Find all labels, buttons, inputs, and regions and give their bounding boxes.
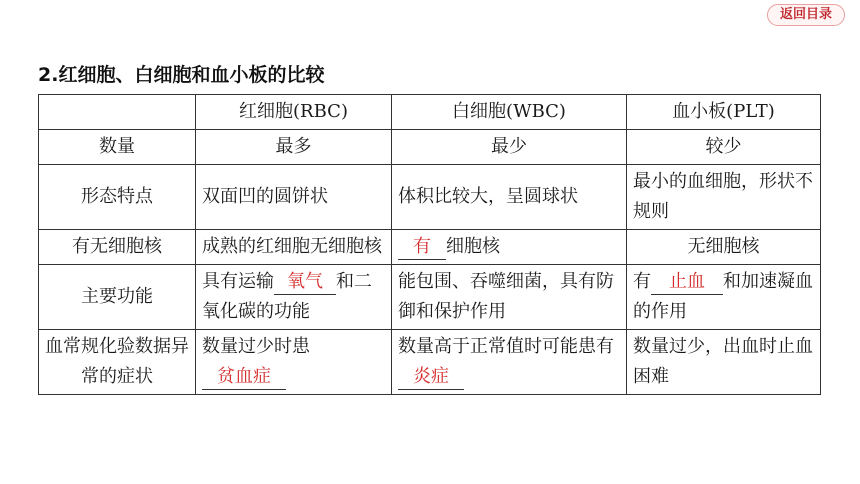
cell-plt-function-suffix: 和加速凝血的作用 bbox=[633, 271, 813, 322]
cell-wbc-abnormal-prefix: 数量高于正常值时可能患有 bbox=[398, 336, 614, 357]
cell-rbc-function-suffix: 和二氧化碳的功能 bbox=[202, 271, 372, 322]
cell-rbc-count: 最多 bbox=[196, 130, 392, 165]
table-row-shape bbox=[39, 165, 821, 230]
cell-rbc-abnormal bbox=[196, 330, 392, 395]
answer-blank-inflammation: 炎症 bbox=[398, 365, 464, 390]
cell-wbc-abnormal bbox=[392, 330, 627, 395]
answer-blank-anemia: 贫血症 bbox=[202, 365, 286, 390]
cell-plt-function bbox=[627, 265, 821, 330]
row-label-nucleus: 有无细胞核 bbox=[39, 230, 196, 265]
table-row-nucleus bbox=[39, 230, 821, 265]
header-empty bbox=[39, 95, 196, 130]
cell-wbc-nucleus-suffix: 细胞核 bbox=[446, 236, 500, 257]
cell-wbc-count: 最少 bbox=[392, 130, 627, 165]
header-rbc: 红细胞(RBC) bbox=[196, 95, 392, 130]
header-wbc: 白细胞(WBC) bbox=[392, 95, 627, 130]
cell-wbc-function: 能包围、吞噬细菌，具有防御和保护作用 bbox=[392, 265, 627, 330]
back-to-contents-button[interactable]: 返回目录 bbox=[767, 4, 845, 26]
table-row-function bbox=[39, 265, 821, 330]
cell-wbc-shape: 体积比较大，呈圆球状 bbox=[392, 165, 627, 230]
cell-plt-function-prefix: 有 bbox=[633, 271, 651, 292]
row-label-shape: 形态特点 bbox=[39, 165, 196, 230]
answer-blank-you: 有 bbox=[398, 235, 446, 260]
cell-plt-shape: 最小的血细胞，形状不规则 bbox=[627, 165, 821, 230]
cell-plt-nucleus: 无细胞核 bbox=[627, 230, 821, 265]
table-header-row bbox=[39, 95, 821, 130]
section-title: 2.红细胞、白细胞和血小板的比较 bbox=[38, 64, 325, 86]
cell-rbc-shape: 双面凹的圆饼状 bbox=[196, 165, 392, 230]
row-label-count: 数量 bbox=[39, 130, 196, 165]
table-row-count bbox=[39, 130, 821, 165]
cell-plt-count: 较少 bbox=[627, 130, 821, 165]
blood-cell-comparison-table bbox=[38, 94, 821, 395]
table-row-abnormal bbox=[39, 330, 821, 395]
row-label-abnormal: 血常规化验数据异常的症状 bbox=[39, 330, 196, 395]
answer-blank-hemostasis: 止血 bbox=[651, 270, 723, 295]
cell-rbc-function-prefix: 具有运输 bbox=[202, 271, 274, 292]
cell-rbc-nucleus: 成熟的红细胞无细胞核 bbox=[196, 230, 392, 265]
answer-blank-oxygen: 氧气 bbox=[274, 270, 336, 295]
header-plt: 血小板(PLT) bbox=[627, 95, 821, 130]
row-label-function: 主要功能 bbox=[39, 265, 196, 330]
cell-rbc-abnormal-prefix: 数量过少时患 bbox=[202, 336, 310, 357]
cell-plt-abnormal: 数量过少，出血时止血困难 bbox=[627, 330, 821, 395]
cell-wbc-nucleus bbox=[392, 230, 627, 265]
cell-rbc-function bbox=[196, 265, 392, 330]
